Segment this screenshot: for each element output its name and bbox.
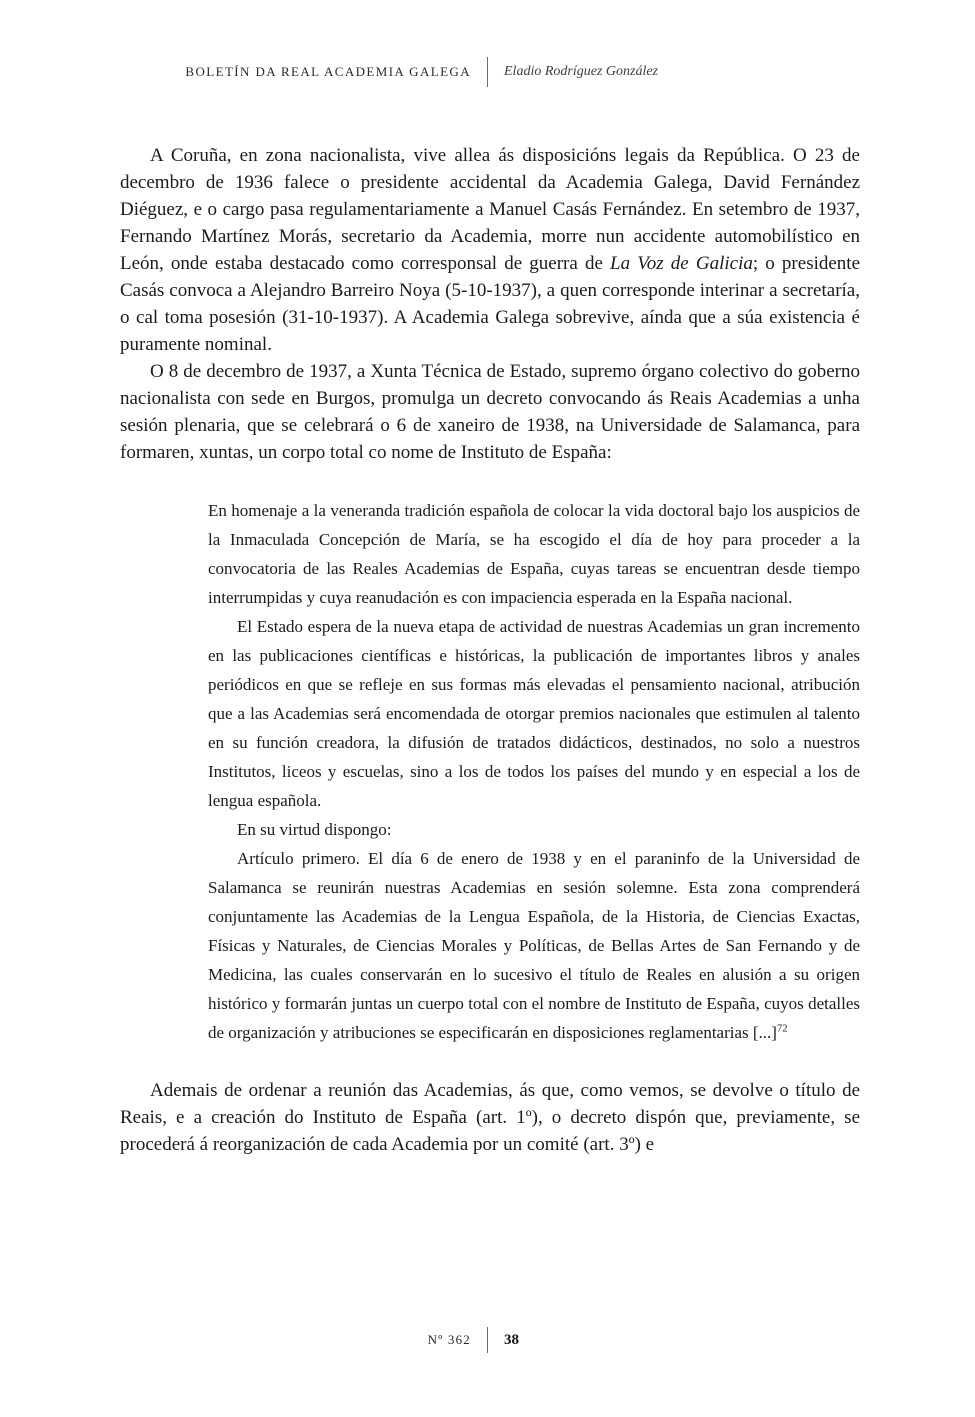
- quote-paragraph-1: En homenaje a la veneranda tradición española de colocar la vida doctoral bajo los auspicios de la Inmaculada Concepción de María, se ha escogido el día de hoy para proceder a la convocatoria de las Reales Academias de España, cuyas tareas se encuentran desde tiempo interrumpidas y cuya reanudación es con impaciencia esperada en la España nacional.: [208, 501, 860, 607]
- paragraph-decree-intro: O 8 de decembro de 1937, a Xunta Técnica de Estado, supremo órgano colectivo do goberno nacionalista con sede en Burgos, promulga un decreto convocando ás Reais Academias a unha sesión plenaria, que se celebrará o 6 de xaneiro de 1938, na Universidade de Salamanca, para formaren, xuntas, un corpo total co nome de Instituto de España:: [120, 361, 860, 463]
- decree-blockquote: [208, 496, 860, 1047]
- quote-paragraph-4-text: Artículo primero. El día 6 de enero de 1938 y en el paraninfo de la Universidad de Salamanca se reunirán nuestras Academias en sesión solemne. Esta zona comprenderá conjuntamente las Academias de la Lengua Española, de la Historia, de Ciencias Exactas, Físicas y Naturales, de Ciencias Morales y Políticas, de Bellas Artes de San Fernando y de Medicina, las cuales conservarán en lo sucesivo el título de Reales en alusión a su origen histórico y formarán juntas un cuerpo total con el nombre de Instituto de España, cuyos detalles de organización y atribuciones se especificarán en disposiciones reglamentarias [...]: [208, 849, 860, 1042]
- paragraph-intro-text-1: A Coruña, en zona nacionalista, vive allea ás disposicións legais da República. O 23 de decembro de 1936 falece o presidente accidental da Academia Galega, David Fernández Diéguez, e o cargo pasa regulamentariamente a Manuel Casás Fernández. En setembro de 1937, Fernando Martínez Morás, secretario da Academia, morre nun accidente automobilístico en León, onde estaba destacado como corresponsal de guerra de: [120, 145, 860, 274]
- page-header: [0, 57, 975, 87]
- quote-paragraph-4: [208, 844, 860, 1047]
- issue-number: Nº 362: [427, 1332, 471, 1347]
- quote-paragraph-3: En su virtud dispongo:: [237, 820, 392, 839]
- paragraph-intro-text-2: ; o presidente Casás convoca a Alejandro Barreiro Noya (5-10-1937), a quen corresponde interinar a secretaría, o cal toma posesión (31-10-1937). A Academia Galega sobrevive, aínda que a súa existencia é puramente nominal.: [120, 253, 861, 355]
- page-number: 38: [504, 1332, 519, 1348]
- journal-title: BOLETÍN DA REAL ACADEMIA GALEGA: [185, 64, 471, 79]
- quote-paragraph-2: El Estado espera de la nueva etapa de actividad de nuestras Academias un gran incremento en las publicaciones científicas e históricas, la publicación de importantes libros y anales periódicos en que se refleje en sus formas más elevadas el pensamiento nacional, atribución que a las Academias será encomendada de otorgar premios nacionales que estimulen al talento en su función creadora, la difusión de tratados didácticos, destinados, no solo a nuestros Institutos, liceos y escuelas, sino a los de todos los países del mundo y en especial a los de lengua española.: [208, 617, 860, 810]
- page-footer: [0, 1327, 975, 1353]
- publication-title-italic: La Voz de Galicia: [610, 253, 753, 274]
- paragraph-intro: [120, 142, 860, 358]
- page-body: [120, 142, 860, 1158]
- footnote-reference: 72: [776, 1023, 788, 1035]
- author-name: Eladio Rodríguez González: [504, 64, 658, 79]
- paragraph-conclusion: Ademais de ordenar a reunión das Academias, ás que, como vemos, se devolve o título de Reais, e a creación do Instituto de España (art. 1º), o decreto dispón que, previamente, se procederá á reorganización de cada Academia por un comité (art. 3º) e: [120, 1080, 860, 1155]
